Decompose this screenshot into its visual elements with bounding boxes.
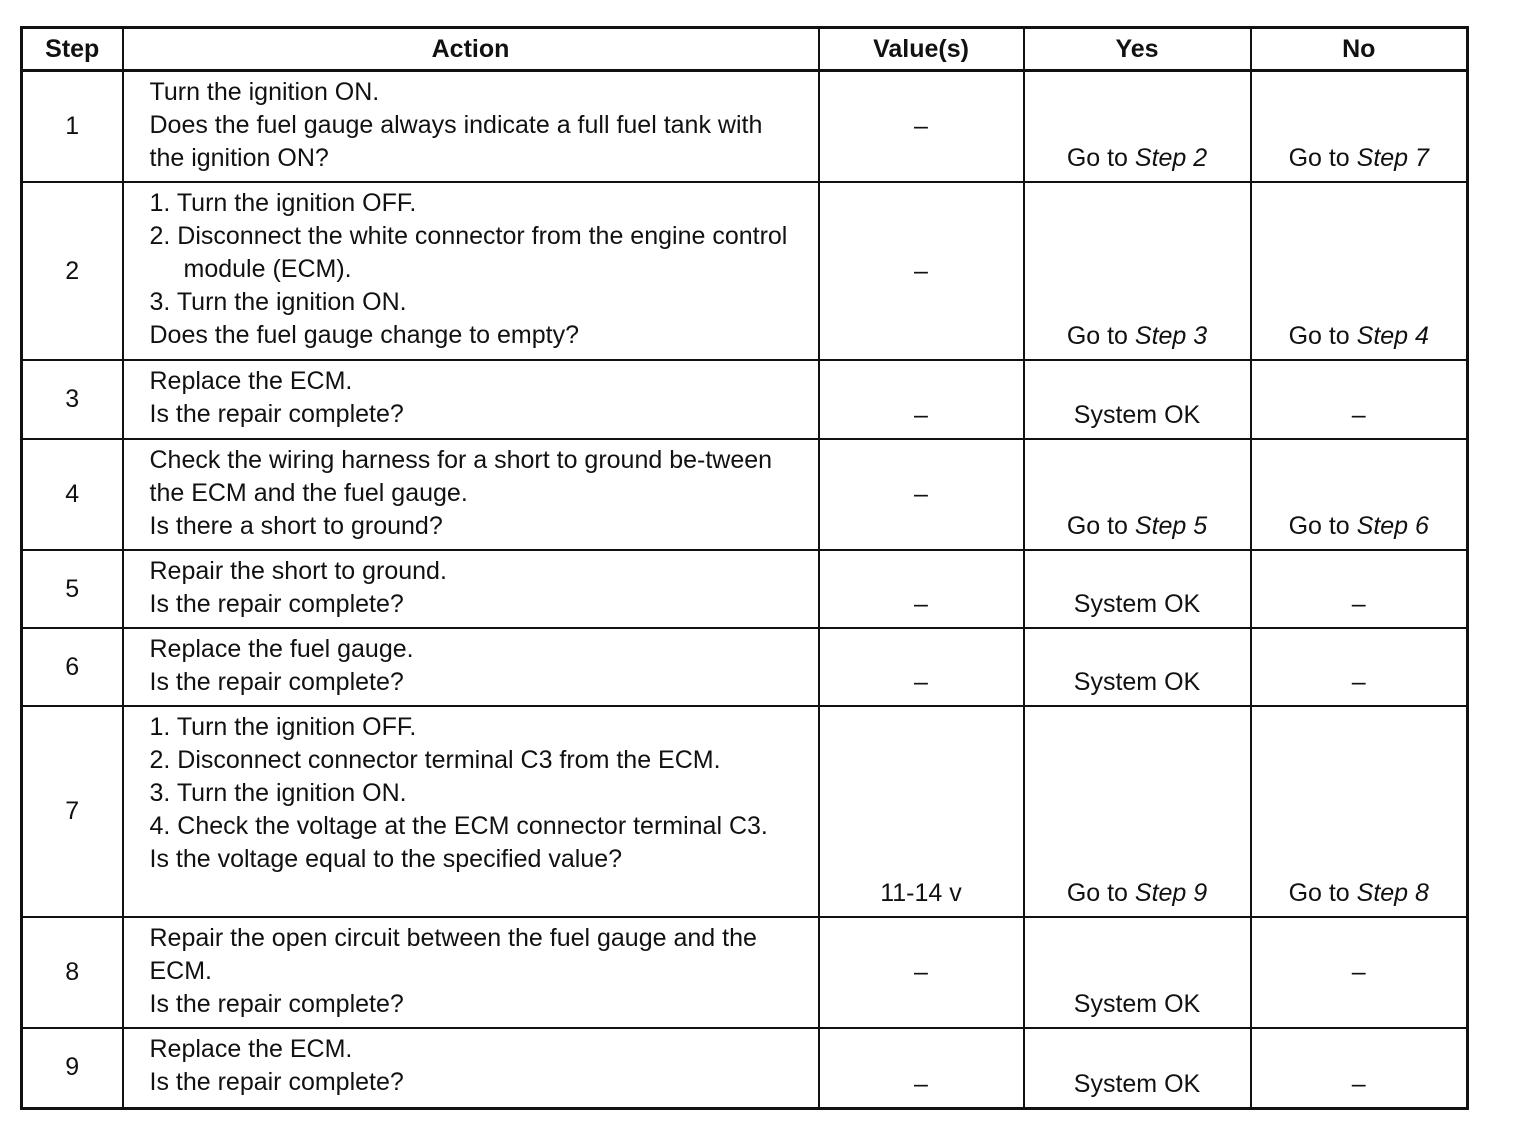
action-line: 2. Disconnect connector terminal C3 from the ECM.	[149, 746, 721, 774]
action-line: 1. Turn the ignition OFF.	[149, 713, 417, 741]
yes-step-link: Step 5	[1134, 512, 1208, 540]
diagnostic-table	[20, 26, 1469, 1110]
no-cell	[1251, 439, 1468, 550]
yes-prefix: Go to	[1066, 144, 1135, 172]
action-cell	[123, 917, 819, 1028]
table-row	[22, 550, 1468, 628]
no-cell: –	[1251, 628, 1468, 706]
table-row	[22, 360, 1468, 439]
no-prefix: Go to	[1288, 512, 1357, 540]
action-cell	[123, 439, 819, 550]
yes-cell: System OK	[1024, 628, 1251, 706]
action-line: Is the repair complete?	[149, 590, 404, 618]
action-line: Is the repair complete?	[149, 990, 404, 1018]
action-line: Is the repair complete?	[149, 1068, 404, 1096]
table-row	[22, 439, 1468, 550]
table-row	[22, 706, 1468, 917]
no-cell: –	[1251, 917, 1468, 1028]
table-row	[22, 1028, 1468, 1108]
table-row	[22, 71, 1468, 183]
header-no: No	[1251, 28, 1468, 71]
yes-cell: System OK	[1024, 1028, 1251, 1108]
step-number: 8	[22, 917, 123, 1028]
action-cell	[123, 360, 819, 439]
yes-cell	[1024, 71, 1251, 183]
action-line: Check the wiring harness for a short to ground be-tween the ECM and the fuel gauge.	[149, 446, 773, 507]
action-cell	[123, 706, 819, 917]
value-cell: 11-14 v	[819, 706, 1024, 917]
value-cell: –	[819, 71, 1024, 183]
step-number: 9	[22, 1028, 123, 1108]
value-cell: –	[819, 360, 1024, 439]
step-number: 2	[22, 182, 123, 360]
yes-cell	[1024, 439, 1251, 550]
value-cell: –	[819, 1028, 1024, 1108]
action-line: Replace the fuel gauge.	[149, 635, 414, 663]
table-row	[22, 628, 1468, 706]
header-values: Value(s)	[819, 28, 1024, 71]
action-line: 1. Turn the ignition OFF.	[149, 189, 417, 217]
yes-cell	[1024, 182, 1251, 360]
no-cell: –	[1251, 1028, 1468, 1108]
yes-prefix: Go to	[1066, 322, 1135, 350]
action-line: Is there a short to ground?	[149, 512, 443, 540]
no-step-link: Step 7	[1356, 144, 1429, 172]
value-cell: –	[819, 550, 1024, 628]
action-line: Repair the short to ground.	[149, 557, 447, 585]
yes-prefix: Go to	[1066, 512, 1135, 540]
action-line: 3. Turn the ignition ON.	[149, 779, 407, 807]
action-cell	[123, 550, 819, 628]
action-line: Is the repair complete?	[149, 400, 404, 428]
step-number: 5	[22, 550, 123, 628]
table-row	[22, 182, 1468, 360]
action-cell	[123, 182, 819, 360]
step-number: 1	[22, 71, 123, 183]
no-cell	[1251, 71, 1468, 183]
no-cell: –	[1251, 550, 1468, 628]
yes-cell: System OK	[1024, 917, 1251, 1028]
action-line: Repair the open circuit between the fuel gauge and the ECM.	[149, 924, 757, 985]
no-prefix: Go to	[1288, 322, 1357, 350]
action-line: Is the voltage equal to the specified value?	[149, 845, 623, 873]
yes-step-link: Step 9	[1134, 879, 1208, 907]
action-line: Replace the ECM.	[149, 367, 353, 395]
yes-step-link: Step 2	[1134, 144, 1208, 172]
value-cell: –	[819, 917, 1024, 1028]
action-cell	[123, 1028, 819, 1108]
no-step-link: Step 4	[1356, 322, 1429, 350]
action-line: Turn the ignition ON.	[149, 78, 380, 106]
table-row	[22, 917, 1468, 1028]
header-row	[22, 28, 1468, 71]
no-step-link: Step 6	[1356, 512, 1429, 540]
value-cell: –	[819, 182, 1024, 360]
step-number: 3	[22, 360, 123, 439]
action-line: Replace the ECM.	[149, 1035, 353, 1063]
action-line: Is the repair complete?	[149, 668, 404, 696]
yes-cell: System OK	[1024, 360, 1251, 439]
no-prefix: Go to	[1288, 144, 1357, 172]
header-action: Action	[123, 28, 819, 71]
no-step-link: Step 8	[1356, 879, 1429, 907]
action-line: 4. Check the voltage at the ECM connector terminal C3.	[149, 812, 768, 840]
value-cell: –	[819, 439, 1024, 550]
yes-cell	[1024, 706, 1251, 917]
action-cell	[123, 628, 819, 706]
yes-cell: System OK	[1024, 550, 1251, 628]
no-cell	[1251, 706, 1468, 917]
action-line: 2. Disconnect the white connector from the engine control module (ECM).	[149, 222, 788, 283]
action-line: Does the fuel gauge always indicate a full fuel tank with the ignition ON?	[149, 111, 763, 172]
header-yes: Yes	[1024, 28, 1251, 71]
no-cell	[1251, 182, 1468, 360]
step-number: 4	[22, 439, 123, 550]
header-step: Step	[22, 28, 123, 71]
step-number: 7	[22, 706, 123, 917]
no-cell: –	[1251, 360, 1468, 439]
step-number: 6	[22, 628, 123, 706]
yes-step-link: Step 3	[1134, 322, 1208, 350]
action-line: 3. Turn the ignition ON.	[149, 288, 407, 316]
yes-prefix: Go to	[1066, 879, 1135, 907]
no-prefix: Go to	[1288, 879, 1357, 907]
value-cell: –	[819, 628, 1024, 706]
action-line: Does the fuel gauge change to empty?	[149, 321, 579, 349]
action-cell	[123, 71, 819, 183]
